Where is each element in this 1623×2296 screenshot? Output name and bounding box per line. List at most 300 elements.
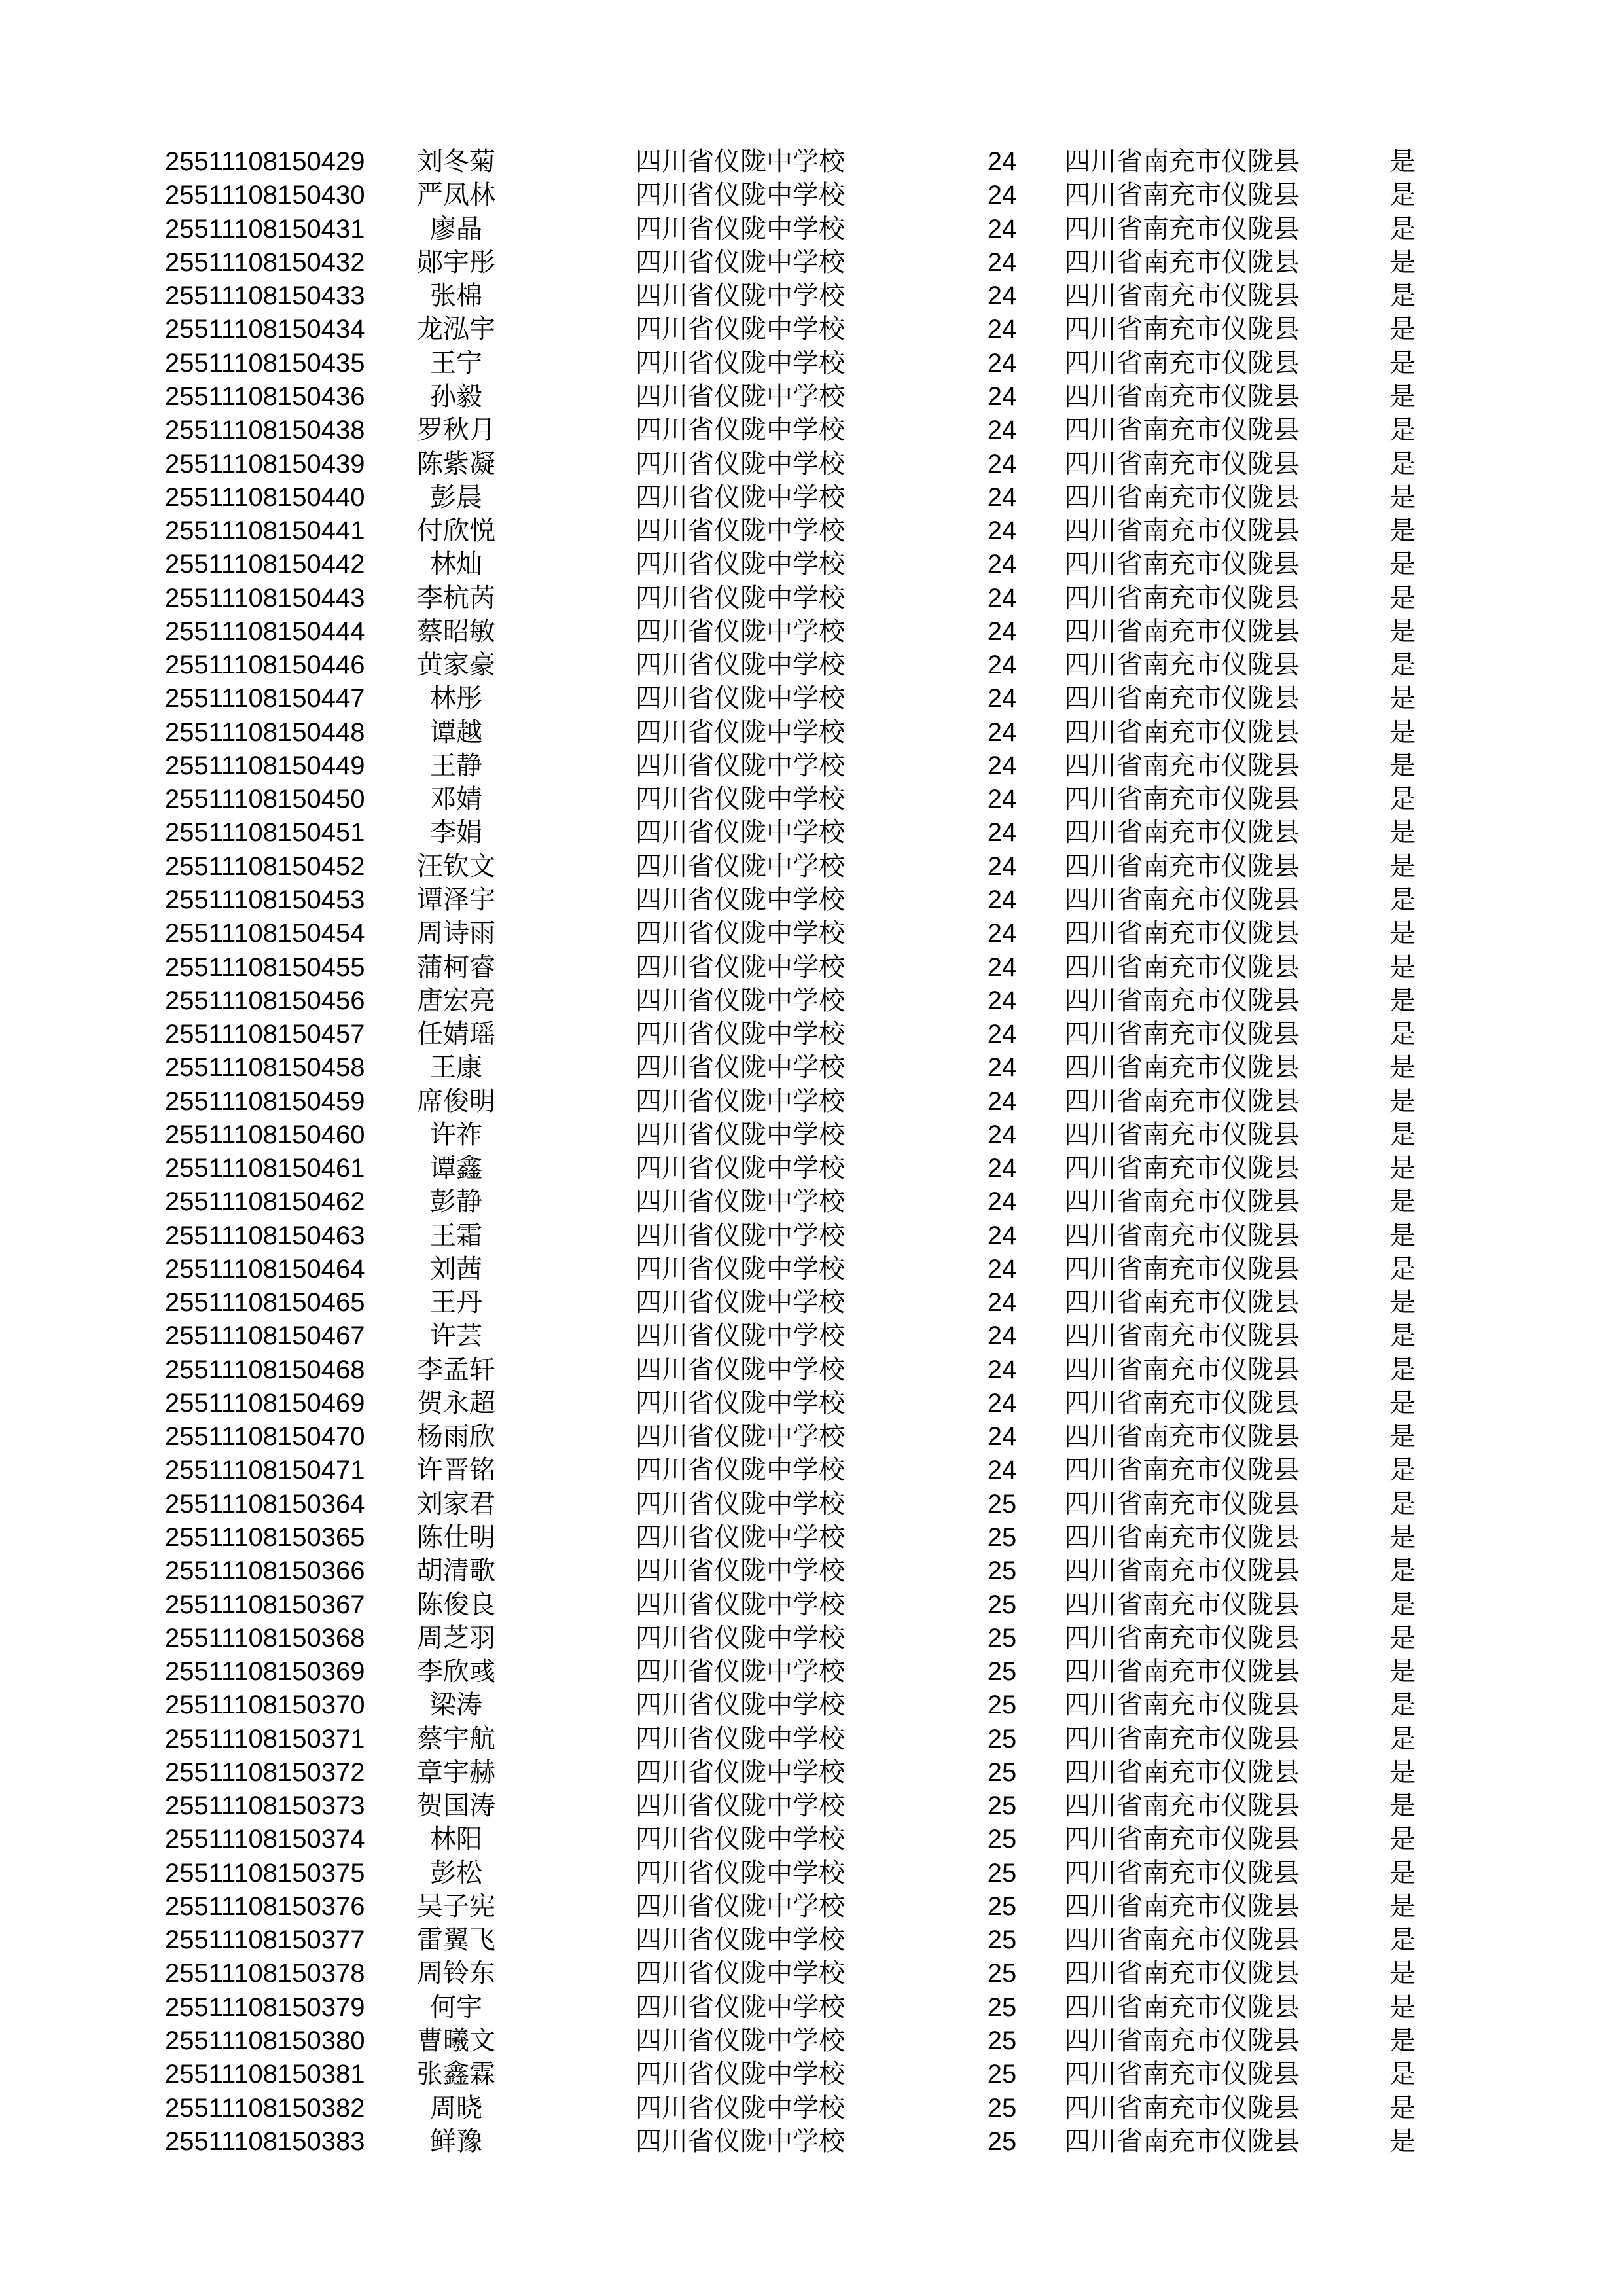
score-value: 25: [987, 1623, 1017, 1653]
location-name: 四川省南充市仪陇县: [1064, 2026, 1300, 2055]
score-value: 25: [987, 1926, 1017, 1955]
table-row: [165, 1924, 1429, 1957]
student-name: 雷翼飞: [417, 1926, 495, 1955]
registration-number: 25511108150368: [165, 1623, 365, 1653]
student-name: 王康: [430, 1053, 482, 1083]
school-name: 四川省仪陇中学校: [635, 617, 845, 646]
location-name: 四川省南充市仪陇县: [1064, 785, 1300, 814]
table-row: [165, 1420, 1429, 1454]
school-name: 四川省仪陇中学校: [635, 1388, 845, 1418]
table-row: [165, 1152, 1429, 1185]
student-name: 蔡宇航: [417, 1724, 495, 1753]
school-name: 四川省仪陇中学校: [635, 1959, 845, 1988]
table-row: [165, 1957, 1429, 1990]
registration-number: 25511108150468: [165, 1355, 365, 1384]
score-value: 25: [987, 1523, 1017, 1552]
location-name: 四川省南充市仪陇县: [1064, 1456, 1300, 1485]
location-name: 四川省南充市仪陇县: [1064, 1724, 1300, 1753]
table-row: [165, 514, 1429, 548]
location-name: 四川省南充市仪陇县: [1064, 651, 1300, 680]
registration-number: 25511108150451: [165, 818, 365, 848]
school-name: 四川省仪陇中学校: [635, 1456, 845, 1485]
location-name: 四川省南充市仪陇县: [1064, 147, 1300, 177]
school-name: 四川省仪陇中学校: [635, 986, 845, 1015]
registration-number: 25511108150369: [165, 1657, 365, 1687]
qualified-flag: 是: [1389, 1959, 1416, 1988]
qualified-flag: 是: [1389, 986, 1416, 1015]
location-name: 四川省南充市仪陇县: [1064, 1959, 1300, 1988]
student-name: 陈俊良: [417, 1590, 495, 1619]
registration-number: 25511108150383: [165, 2126, 365, 2156]
school-name: 四川省仪陇中学校: [635, 2093, 845, 2123]
school-name: 四川省仪陇中学校: [635, 1489, 845, 1518]
registration-number: 25511108150455: [165, 952, 365, 982]
table-row: [165, 1521, 1429, 1554]
score-value: 24: [987, 852, 1017, 881]
school-name: 四川省仪陇中学校: [635, 717, 845, 747]
registration-number: 25511108150370: [165, 1691, 365, 1720]
student-name: 章宇赫: [417, 1757, 495, 1787]
registration-number: 25511108150446: [165, 651, 365, 680]
school-name: 四川省仪陇中学校: [635, 1422, 845, 1452]
table-row: [165, 2058, 1429, 2091]
student-name: 付欣悦: [417, 516, 495, 546]
student-name: 郧宇彤: [417, 247, 495, 277]
qualified-flag: 是: [1389, 751, 1416, 780]
location-name: 四川省南充市仪陇县: [1064, 885, 1300, 914]
table-row: [165, 783, 1429, 816]
registration-number: 25511108150464: [165, 1254, 365, 1283]
qualified-flag: 是: [1389, 1757, 1416, 1787]
student-name: 吴子宪: [417, 1892, 495, 1921]
registration-number: 25511108150372: [165, 1757, 365, 1787]
score-value: 24: [987, 952, 1017, 982]
qualified-flag: 是: [1389, 952, 1416, 982]
score-value: 24: [987, 1187, 1017, 1217]
student-name: 谭越: [430, 717, 482, 747]
location-name: 四川省南充市仪陇县: [1064, 1791, 1300, 1821]
location-name: 四川省南充市仪陇县: [1064, 482, 1300, 512]
table-row: [165, 1253, 1429, 1286]
qualified-flag: 是: [1389, 1724, 1416, 1753]
score-value: 25: [987, 1892, 1017, 1921]
qualified-flag: 是: [1389, 416, 1416, 445]
score-value: 24: [987, 1456, 1017, 1485]
school-name: 四川省仪陇中学校: [635, 281, 845, 311]
table-row: [165, 816, 1429, 850]
student-list-table: [165, 145, 1429, 2159]
qualified-flag: 是: [1389, 348, 1416, 378]
score-value: 24: [987, 1086, 1017, 1116]
school-name: 四川省仪陇中学校: [635, 1724, 845, 1753]
score-value: 25: [987, 1590, 1017, 1619]
student-name: 张鑫霖: [417, 2060, 495, 2089]
school-name: 四川省仪陇中学校: [635, 416, 845, 445]
student-name: 彭松: [430, 1858, 482, 1888]
location-name: 四川省南充市仪陇县: [1064, 617, 1300, 646]
student-name: 贺国涛: [417, 1791, 495, 1821]
registration-number: 25511108150435: [165, 348, 365, 378]
student-name: 周诗雨: [417, 919, 495, 948]
table-row: [165, 548, 1429, 581]
school-name: 四川省仪陇中学校: [635, 449, 845, 478]
qualified-flag: 是: [1389, 651, 1416, 680]
school-name: 四川省仪陇中学校: [635, 516, 845, 546]
school-name: 四川省仪陇中学校: [635, 147, 845, 177]
registration-number: 25511108150431: [165, 214, 365, 243]
table-row: [165, 1857, 1429, 1890]
location-name: 四川省南充市仪陇县: [1064, 1858, 1300, 1888]
school-name: 四川省仪陇中学校: [635, 482, 845, 512]
location-name: 四川省南充市仪陇县: [1064, 852, 1300, 881]
table-row: [165, 1488, 1429, 1521]
table-row: [165, 246, 1429, 279]
table-row: [165, 380, 1429, 414]
qualified-flag: 是: [1389, 818, 1416, 848]
qualified-flag: 是: [1389, 147, 1416, 177]
qualified-flag: 是: [1389, 1120, 1416, 1149]
school-name: 四川省仪陇中学校: [635, 247, 845, 277]
school-name: 四川省仪陇中学校: [635, 1858, 845, 1888]
registration-number: 25511108150429: [165, 147, 365, 177]
qualified-flag: 是: [1389, 247, 1416, 277]
score-value: 25: [987, 1791, 1017, 1821]
student-name: 王霜: [430, 1221, 482, 1250]
student-name: 唐宏亮: [417, 986, 495, 1015]
student-name: 杨雨欣: [417, 1422, 495, 1452]
location-name: 四川省南充市仪陇县: [1064, 1221, 1300, 1250]
student-name: 何宇: [430, 1992, 482, 2022]
location-name: 四川省南充市仪陇县: [1064, 684, 1300, 713]
location-name: 四川省南充市仪陇县: [1064, 214, 1300, 243]
registration-number: 25511108150376: [165, 1892, 365, 1921]
location-name: 四川省南充市仪陇县: [1064, 281, 1300, 311]
location-name: 四川省南充市仪陇县: [1064, 919, 1300, 948]
table-row: [165, 1789, 1429, 1823]
registration-number: 25511108150378: [165, 1959, 365, 1988]
school-name: 四川省仪陇中学校: [635, 1926, 845, 1955]
score-value: 24: [987, 1388, 1017, 1418]
location-name: 四川省南充市仪陇县: [1064, 1154, 1300, 1183]
student-name: 席俊明: [417, 1086, 495, 1116]
student-name: 周铃东: [417, 1959, 495, 1988]
qualified-flag: 是: [1389, 1355, 1416, 1384]
location-name: 四川省南充市仪陇县: [1064, 1288, 1300, 1318]
school-name: 四川省仪陇中学校: [635, 1288, 845, 1318]
qualified-flag: 是: [1389, 617, 1416, 646]
student-name: 林阳: [430, 1825, 482, 1854]
qualified-flag: 是: [1389, 1992, 1416, 2022]
school-name: 四川省仪陇中学校: [635, 852, 845, 881]
qualified-flag: 是: [1389, 2026, 1416, 2055]
location-name: 四川省南充市仪陇县: [1064, 315, 1300, 344]
qualified-flag: 是: [1389, 516, 1416, 546]
score-value: 24: [987, 1422, 1017, 1452]
location-name: 四川省南充市仪陇县: [1064, 1623, 1300, 1653]
registration-number: 25511108150461: [165, 1154, 365, 1183]
qualified-flag: 是: [1389, 1086, 1416, 1116]
score-value: 24: [987, 617, 1017, 646]
score-value: 24: [987, 684, 1017, 713]
qualified-flag: 是: [1389, 482, 1416, 512]
school-name: 四川省仪陇中学校: [635, 1154, 845, 1183]
student-name: 刘家君: [417, 1489, 495, 1518]
registration-number: 25511108150447: [165, 684, 365, 713]
score-value: 25: [987, 1757, 1017, 1787]
location-name: 四川省南充市仪陇县: [1064, 1355, 1300, 1384]
registration-number: 25511108150433: [165, 281, 365, 311]
school-name: 四川省仪陇中学校: [635, 1254, 845, 1283]
school-name: 四川省仪陇中学校: [635, 1086, 845, 1116]
student-name: 周晓: [430, 2093, 482, 2123]
registration-number: 25511108150430: [165, 181, 365, 210]
registration-number: 25511108150469: [165, 1388, 365, 1418]
table-row: [165, 884, 1429, 917]
school-name: 四川省仪陇中学校: [635, 919, 845, 948]
registration-number: 25511108150374: [165, 1825, 365, 1854]
registration-number: 25511108150459: [165, 1086, 365, 1116]
qualified-flag: 是: [1389, 684, 1416, 713]
registration-number: 25511108150465: [165, 1288, 365, 1318]
student-name: 曹曦文: [417, 2026, 495, 2055]
score-value: 24: [987, 1355, 1017, 1384]
qualified-flag: 是: [1389, 1623, 1416, 1653]
table-row: [165, 1655, 1429, 1689]
qualified-flag: 是: [1389, 550, 1416, 579]
school-name: 四川省仪陇中学校: [635, 1825, 845, 1854]
registration-number: 25511108150453: [165, 885, 365, 914]
qualified-flag: 是: [1389, 1422, 1416, 1452]
location-name: 四川省南充市仪陇县: [1064, 1523, 1300, 1552]
registration-number: 25511108150381: [165, 2060, 365, 2089]
table-row: [165, 649, 1429, 682]
table-row: [165, 1387, 1429, 1420]
table-row: [165, 1454, 1429, 1487]
qualified-flag: 是: [1389, 583, 1416, 613]
registration-number: 25511108150380: [165, 2026, 365, 2055]
score-value: 25: [987, 1691, 1017, 1720]
table-row: [165, 917, 1429, 950]
student-name: 李娟: [430, 818, 482, 848]
table-row: [165, 1622, 1429, 1655]
table-row: [165, 213, 1429, 246]
school-name: 四川省仪陇中学校: [635, 684, 845, 713]
registration-number: 25511108150436: [165, 382, 365, 411]
school-name: 四川省仪陇中学校: [635, 1892, 845, 1921]
student-name: 陈仕明: [417, 1523, 495, 1552]
table-row: [165, 145, 1429, 179]
table-row: [165, 1554, 1429, 1588]
score-value: 24: [987, 1254, 1017, 1283]
qualified-flag: 是: [1389, 1892, 1416, 1921]
location-name: 四川省南充市仪陇县: [1064, 1590, 1300, 1619]
qualified-flag: 是: [1389, 1388, 1416, 1418]
school-name: 四川省仪陇中学校: [635, 818, 845, 848]
school-name: 四川省仪陇中学校: [635, 1657, 845, 1687]
table-row: [165, 984, 1429, 1018]
school-name: 四川省仪陇中学校: [635, 751, 845, 780]
score-value: 25: [987, 2026, 1017, 2055]
qualified-flag: 是: [1389, 315, 1416, 344]
location-name: 四川省南充市仪陇县: [1064, 1187, 1300, 1217]
registration-number: 25511108150377: [165, 1926, 365, 1955]
student-name: 许祚: [430, 1120, 482, 1149]
student-name: 罗秋月: [417, 416, 495, 445]
registration-number: 25511108150470: [165, 1422, 365, 1452]
location-name: 四川省南充市仪陇县: [1064, 1053, 1300, 1083]
table-row: [165, 279, 1429, 313]
score-value: 24: [987, 348, 1017, 378]
score-value: 25: [987, 2060, 1017, 2089]
qualified-flag: 是: [1389, 1926, 1416, 1955]
qualified-flag: 是: [1389, 1456, 1416, 1485]
registration-number: 25511108150442: [165, 550, 365, 579]
school-name: 四川省仪陇中学校: [635, 1556, 845, 1586]
table-row: [165, 2024, 1429, 2058]
student-name: 蒲柯睿: [417, 952, 495, 982]
registration-number: 25511108150367: [165, 1590, 365, 1619]
student-name: 李孟轩: [417, 1355, 495, 1384]
school-name: 四川省仪陇中学校: [635, 382, 845, 411]
location-name: 四川省南充市仪陇县: [1064, 1825, 1300, 1854]
table-row: [165, 749, 1429, 783]
location-name: 四川省南充市仪陇县: [1064, 1388, 1300, 1418]
student-name: 刘冬菊: [417, 147, 495, 177]
score-value: 24: [987, 1020, 1017, 1049]
table-row: [165, 1119, 1429, 1152]
location-name: 四川省南充市仪陇县: [1064, 181, 1300, 210]
qualified-flag: 是: [1389, 1590, 1416, 1619]
table-row: [165, 1588, 1429, 1621]
location-name: 四川省南充市仪陇县: [1064, 2093, 1300, 2123]
qualified-flag: 是: [1389, 1657, 1416, 1687]
qualified-flag: 是: [1389, 214, 1416, 243]
school-name: 四川省仪陇中学校: [635, 1355, 845, 1384]
school-name: 四川省仪陇中学校: [635, 2026, 845, 2055]
location-name: 四川省南充市仪陇县: [1064, 1556, 1300, 1586]
location-name: 四川省南充市仪陇县: [1064, 1992, 1300, 2022]
location-name: 四川省南充市仪陇县: [1064, 1254, 1300, 1283]
location-name: 四川省南充市仪陇县: [1064, 1657, 1300, 1687]
qualified-flag: 是: [1389, 785, 1416, 814]
score-value: 24: [987, 885, 1017, 914]
registration-number: 25511108150458: [165, 1053, 365, 1083]
location-name: 四川省南充市仪陇县: [1064, 2060, 1300, 2089]
school-name: 四川省仪陇中学校: [635, 1590, 845, 1619]
registration-number: 25511108150379: [165, 1992, 365, 2022]
score-value: 25: [987, 1959, 1017, 1988]
score-value: 25: [987, 1489, 1017, 1518]
student-name: 林灿: [430, 550, 482, 579]
score-value: 24: [987, 651, 1017, 680]
school-name: 四川省仪陇中学校: [635, 550, 845, 579]
table-row: [165, 1354, 1429, 1387]
score-value: 24: [987, 247, 1017, 277]
school-name: 四川省仪陇中学校: [635, 348, 845, 378]
score-value: 24: [987, 550, 1017, 579]
school-name: 四川省仪陇中学校: [635, 1757, 845, 1787]
school-name: 四川省仪陇中学校: [635, 2126, 845, 2156]
qualified-flag: 是: [1389, 382, 1416, 411]
score-value: 24: [987, 751, 1017, 780]
student-name: 彭晨: [430, 482, 482, 512]
location-name: 四川省南充市仪陇县: [1064, 1892, 1300, 1921]
score-value: 24: [987, 315, 1017, 344]
qualified-flag: 是: [1389, 885, 1416, 914]
school-name: 四川省仪陇中学校: [635, 1321, 845, 1351]
registration-number: 25511108150462: [165, 1187, 365, 1217]
qualified-flag: 是: [1389, 1825, 1416, 1854]
school-name: 四川省仪陇中学校: [635, 651, 845, 680]
table-row: [165, 950, 1429, 984]
registration-number: 25511108150434: [165, 315, 365, 344]
school-name: 四川省仪陇中学校: [635, 583, 845, 613]
school-name: 四川省仪陇中学校: [635, 1187, 845, 1217]
score-value: 24: [987, 1321, 1017, 1351]
location-name: 四川省南充市仪陇县: [1064, 516, 1300, 546]
school-name: 四川省仪陇中学校: [635, 785, 845, 814]
registration-number: 25511108150452: [165, 852, 365, 881]
school-name: 四川省仪陇中学校: [635, 315, 845, 344]
table-row: [165, 179, 1429, 212]
student-name: 李杭芮: [417, 583, 495, 613]
qualified-flag: 是: [1389, 717, 1416, 747]
location-name: 四川省南充市仪陇县: [1064, 583, 1300, 613]
table-row: [165, 481, 1429, 514]
score-value: 24: [987, 416, 1017, 445]
location-name: 四川省南充市仪陇县: [1064, 416, 1300, 445]
student-name: 王丹: [430, 1288, 482, 1318]
student-name: 彭静: [430, 1187, 482, 1217]
qualified-flag: 是: [1389, 1154, 1416, 1183]
qualified-flag: 是: [1389, 1288, 1416, 1318]
student-name: 廖晶: [430, 214, 482, 243]
score-value: 24: [987, 449, 1017, 478]
qualified-flag: 是: [1389, 1053, 1416, 1083]
school-name: 四川省仪陇中学校: [635, 214, 845, 243]
registration-number: 25511108150441: [165, 516, 365, 546]
school-name: 四川省仪陇中学校: [635, 1791, 845, 1821]
location-name: 四川省南充市仪陇县: [1064, 1926, 1300, 1955]
student-name: 王宁: [430, 348, 482, 378]
student-name: 刘茜: [430, 1254, 482, 1283]
score-value: 24: [987, 986, 1017, 1015]
registration-number: 25511108150382: [165, 2093, 365, 2123]
table-row: [165, 1286, 1429, 1319]
qualified-flag: 是: [1389, 1489, 1416, 1518]
registration-number: 25511108150438: [165, 416, 365, 445]
registration-number: 25511108150471: [165, 1456, 365, 1485]
table-row: [165, 1051, 1429, 1085]
location-name: 四川省南充市仪陇县: [1064, 550, 1300, 579]
location-name: 四川省南充市仪陇县: [1064, 818, 1300, 848]
score-value: 25: [987, 2126, 1017, 2156]
qualified-flag: 是: [1389, 1691, 1416, 1720]
qualified-flag: 是: [1389, 2060, 1416, 2089]
location-name: 四川省南充市仪陇县: [1064, 1489, 1300, 1518]
score-value: 25: [987, 2093, 1017, 2123]
location-name: 四川省南充市仪陇县: [1064, 247, 1300, 277]
score-value: 24: [987, 147, 1017, 177]
student-name: 严凤林: [417, 181, 495, 210]
table-row: [165, 1219, 1429, 1253]
registration-number: 25511108150364: [165, 1489, 365, 1518]
score-value: 24: [987, 281, 1017, 311]
location-name: 四川省南充市仪陇县: [1064, 1691, 1300, 1720]
qualified-flag: 是: [1389, 852, 1416, 881]
score-value: 24: [987, 516, 1017, 546]
student-name: 谭鑫: [430, 1154, 482, 1183]
